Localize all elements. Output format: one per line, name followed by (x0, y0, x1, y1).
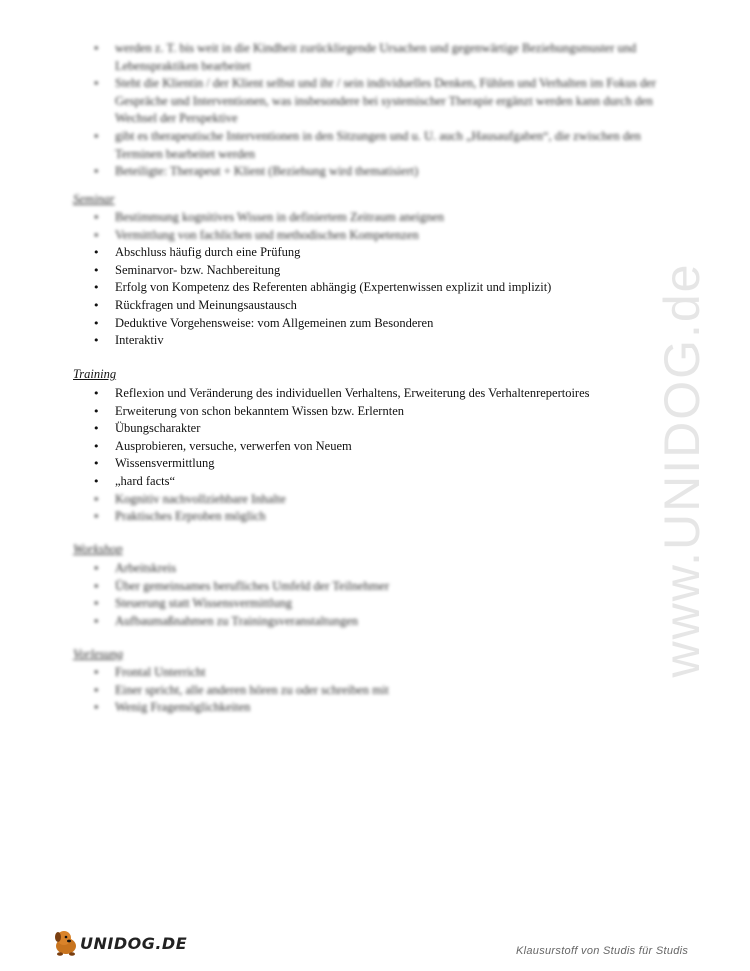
list-item: • Deduktive Vorgehensweise: vom Allgemeinen zum Besonderen (0, 315, 750, 333)
dog-mascot-icon (52, 928, 82, 958)
training-heading: Training (73, 367, 117, 381)
list-item: • Einer spricht, alle anderen hören zu oder schreiben mit (0, 682, 750, 700)
list-item: • Aufbaumaßnahmen zu Trainingsveranstaltungen (0, 613, 750, 631)
list-item: • Übungscharakter (0, 420, 750, 438)
list-item: • Erfolg von Kompetenz des Referenten abhängig (Expertenwissen explizit und implizit) (0, 279, 750, 297)
list-item: • werden z. T. bis weit in die Kindheit zurückliegende Ursachen und gegenwärtige Beziehungsmuster und Lebenspraktiken bearbeitet (0, 40, 750, 75)
list-item: • Über gemeinsames berufliches Umfeld der Teilnehmer (0, 578, 750, 596)
list-item: • Steuerung statt Wissensvermittlung (0, 595, 750, 613)
list-item: • Bestimmung kognitives Wissen in definiertem Zeitraum aneignen (0, 209, 750, 227)
list-item: • Interaktiv (0, 332, 750, 350)
list-item: • Abschluss häufig durch eine Prüfung (0, 244, 750, 262)
seminar-list (0, 209, 750, 350)
list-item: • Ausprobieren, versuche, verwerfen von Neuem (0, 438, 750, 456)
unidog-logo[interactable] (52, 928, 188, 958)
list-item: • Seminarvor- bzw. Nachbereitung (0, 262, 750, 280)
list-item: • Wenig Fragemöglichkeiten (0, 699, 750, 717)
logo-text: UNIDOG.DE (80, 934, 188, 953)
list-item: • Wissensvermittlung (0, 455, 750, 473)
intro-list (0, 40, 750, 181)
list-item: • Steht die Klientin / der Klient selbst und ihr / sein individuelles Denken, Fühlen und Verhalten im Fokus der Gespräche und Interventionen, was insbesondere bei systemischer Therapie ergänzt werden kann durch den Wechsel der Perspektive (0, 75, 750, 128)
training-list (0, 385, 750, 526)
list-item: • Rückfragen und Meinungsaustausch (0, 297, 750, 315)
footer-tagline: Klausurstoff von Studis für Studis (516, 945, 689, 957)
workshop-list (0, 560, 750, 630)
workshop-heading: Workshop (73, 542, 123, 556)
watermark: www.UNIDOG.de (654, 262, 710, 678)
list-item: • gibt es therapeutische Interventionen in den Sitzungen und u. U. auch „Hausaufgaben“, die zwischen den Terminen bearbeitet werden (0, 128, 750, 163)
list-item: • „hard facts“ (0, 473, 750, 491)
list-item: • Arbeitskreis (0, 560, 750, 578)
list-item: • Kognitiv nachvollziehbare Inhalte (0, 491, 750, 509)
lecture-heading: Vorlesung (73, 647, 123, 661)
seminar-heading: Seminar (73, 192, 115, 206)
list-item: • Praktisches Erproben möglich (0, 508, 750, 526)
list-item: • Frontal Unterricht (0, 664, 750, 682)
list-item: • Reflexion und Veränderung des individuellen Verhaltens, Erweiterung des Verhaltenrepertoires (0, 385, 750, 403)
lecture-list (0, 664, 750, 717)
list-item: • Vermittlung von fachlichen und methodischen Kompetenzen (0, 227, 750, 245)
list-item: • Beteiligte: Therapeut + Klient (Beziehung wird thematisiert) (0, 163, 750, 181)
list-item: • Erweiterung von schon bekanntem Wissen bzw. Erlernten (0, 403, 750, 421)
